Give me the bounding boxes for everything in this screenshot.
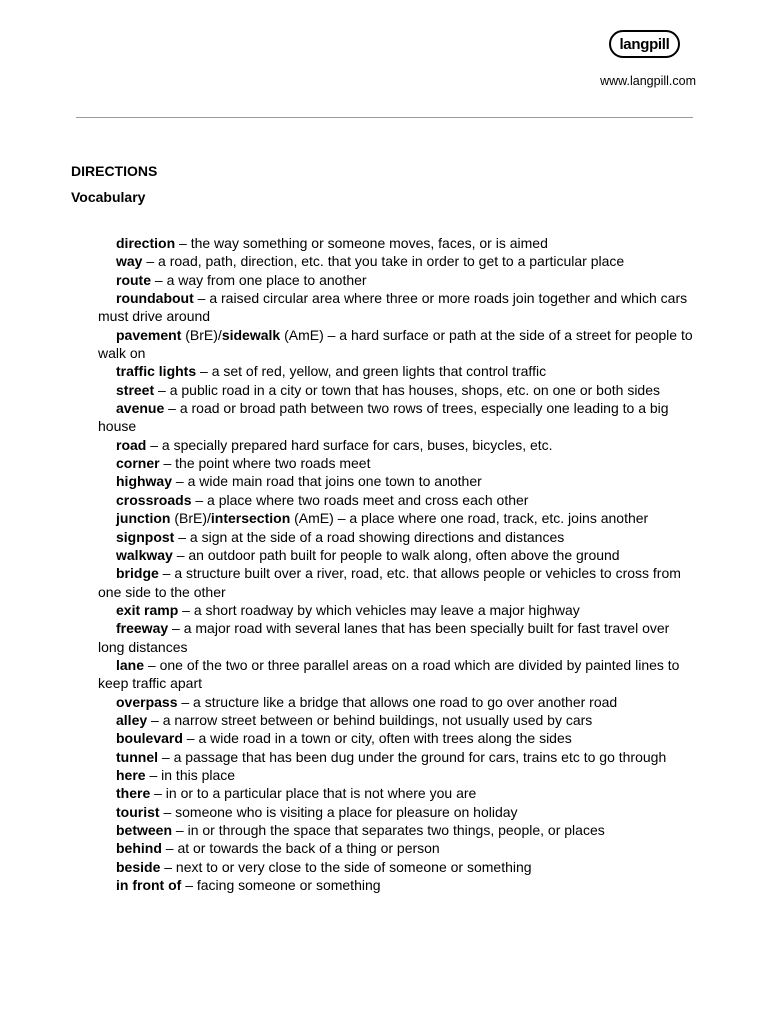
vocab-definition: – a structure like a bridge that allows one road to go over another road xyxy=(177,693,618,710)
vocab-entry xyxy=(98,381,698,399)
vocab-definition: – the point where two roads meet xyxy=(159,455,371,472)
vocab-entry xyxy=(98,711,698,729)
vocab-definition: – someone who is visiting a place for pleasure on holiday xyxy=(159,803,518,820)
vocab-entry xyxy=(98,803,698,821)
vocab-term: tunnel xyxy=(116,748,158,765)
vocab-definition: (AmE) – a hard surface or path at the side of a street for people to walk on xyxy=(98,326,693,362)
vocab-entry xyxy=(98,656,698,693)
vocab-term: direction xyxy=(116,235,176,251)
vocab-entry xyxy=(98,271,698,289)
vocab-term: way xyxy=(116,253,143,270)
vocab-term: avenue xyxy=(116,400,165,417)
vocab-definition: – in or through the space that separates two things, people, or places xyxy=(172,822,605,838)
vocab-definition: – a set of red, yellow, and green lights that control traffic xyxy=(196,363,547,380)
vocab-entry xyxy=(98,491,698,509)
vocab-entry xyxy=(98,839,698,857)
vocab-term: boulevard xyxy=(116,730,183,747)
vocab-definition: – a specially prepared hard surface for cars, buses, bicycles, etc. xyxy=(146,436,553,453)
vocab-term: there xyxy=(116,785,151,802)
vocab-term: roundabout xyxy=(116,290,194,307)
vocab-term: beside xyxy=(116,858,161,875)
vocab-entry xyxy=(98,748,698,766)
vocab-entry xyxy=(98,509,698,527)
vocab-entry xyxy=(98,766,698,784)
vocab-definition: – next to or very close to the side of someone or something xyxy=(160,858,532,875)
vocab-entry xyxy=(98,876,698,894)
vocab-entry xyxy=(98,821,698,839)
vocab-entry xyxy=(98,234,698,252)
vocab-term: corner xyxy=(116,455,160,472)
vocab-definition: – a passage that has been dug under the ground for cars, trains etc to go through xyxy=(158,748,667,765)
vocab-entry xyxy=(98,528,698,546)
vocab-definition: – a road, path, direction, etc. that you take in order to get to a particular place xyxy=(142,253,625,270)
vocab-definition: – a road or broad path between two rows of trees, especially one leading to a big house xyxy=(98,400,669,435)
vocab-entry xyxy=(98,784,698,802)
vocab-entry xyxy=(98,362,698,380)
vocab-definition: – a structure built over a river, road, etc. that allows people or vehicles to cross from one side to the other xyxy=(98,565,681,600)
vocab-definition: – a way from one place to another xyxy=(151,271,367,288)
vocab-term: signpost xyxy=(116,528,175,545)
vocab-definition: (AmE) – a place where one road, track, etc. joins another xyxy=(290,510,649,527)
vocab-definition: – in this place xyxy=(145,766,236,783)
vocabulary-list xyxy=(98,234,698,894)
vocab-term: sidewalk xyxy=(221,326,281,343)
vocab-term: alley xyxy=(116,711,148,728)
vocab-entry xyxy=(98,436,698,454)
vocab-entry xyxy=(98,858,698,876)
vocab-term: bridge xyxy=(116,565,159,582)
vocab-term: walkway xyxy=(116,546,173,563)
vocab-definition: – a wide main road that joins one town to another xyxy=(172,473,482,490)
vocab-entry xyxy=(98,546,698,564)
vocab-term: route xyxy=(116,271,151,288)
vocab-entry xyxy=(98,693,698,711)
vocab-term: traffic lights xyxy=(116,363,197,380)
vocab-definition: (BrE)/ xyxy=(181,326,222,343)
vocab-definition: – in or to a particular place that is not where you are xyxy=(150,785,477,802)
vocab-term: intersection xyxy=(210,510,291,527)
page-title: DIRECTIONS xyxy=(71,163,158,179)
vocab-entry xyxy=(98,289,698,326)
vocab-term: overpass xyxy=(116,693,178,710)
vocab-definition: – a wide road in a town or city, often with trees along the sides xyxy=(182,730,572,747)
vocab-term: pavement xyxy=(116,326,182,343)
vocab-term: crossroads xyxy=(116,491,192,508)
vocab-entry xyxy=(98,564,698,601)
vocab-definition: – a narrow street between or behind buildings, not usually used by cars xyxy=(147,711,593,728)
vocab-term: road xyxy=(116,436,147,453)
vocab-definition: – one of the two or three parallel areas on a road which are divided by painted lines to keep traffic apart xyxy=(98,656,680,692)
vocab-term: freeway xyxy=(116,620,169,637)
vocab-definition: – an outdoor path built for people to walk along, often above the ground xyxy=(172,546,620,563)
langpill-logo xyxy=(609,30,680,58)
vocab-definition: – a public road in a city or town that has houses, shops, etc. on one or both sides xyxy=(154,381,660,398)
website-url: www.langpill.com xyxy=(600,74,696,88)
vocab-definition: – a sign at the side of a road showing directions and distances xyxy=(174,528,565,545)
vocab-term: highway xyxy=(116,473,173,490)
vocab-entry xyxy=(98,472,698,490)
logo-text: langpill xyxy=(619,35,670,53)
vocab-term: in front of xyxy=(116,877,182,894)
vocab-term: lane xyxy=(116,656,145,673)
vocab-definition: (BrE)/ xyxy=(170,510,211,527)
vocab-definition: – a place where two roads meet and cross each other xyxy=(191,491,529,508)
vocab-definition: – a short roadway by which vehicles may leave a major highway xyxy=(178,601,580,618)
vocab-entry xyxy=(98,601,698,619)
vocab-term: behind xyxy=(116,840,162,857)
vocab-term: here xyxy=(116,766,146,783)
section-subtitle: Vocabulary xyxy=(71,189,146,205)
vocab-definition: – the way something or someone moves, faces, or is aimed xyxy=(175,235,548,251)
vocab-entry xyxy=(98,326,698,363)
vocab-definition: – facing someone or something xyxy=(181,877,381,894)
header-divider xyxy=(76,117,693,118)
vocab-term: tourist xyxy=(116,803,160,820)
vocab-definition: – a major road with several lanes that has been specially built for fast travel over long distances xyxy=(98,620,670,655)
vocab-entry xyxy=(98,399,698,436)
vocab-term: street xyxy=(116,381,155,398)
vocab-entry xyxy=(98,252,698,270)
vocab-definition: – a raised circular area where three or more roads join together and which cars must drive around xyxy=(98,290,688,325)
vocab-entry xyxy=(98,454,698,472)
vocab-term: between xyxy=(116,822,173,838)
vocab-entry xyxy=(98,619,698,656)
vocab-definition: – at or towards the back of a thing or person xyxy=(161,840,440,857)
vocab-entry xyxy=(98,729,698,747)
vocab-term: exit ramp xyxy=(116,601,179,618)
vocab-term: junction xyxy=(116,510,171,527)
